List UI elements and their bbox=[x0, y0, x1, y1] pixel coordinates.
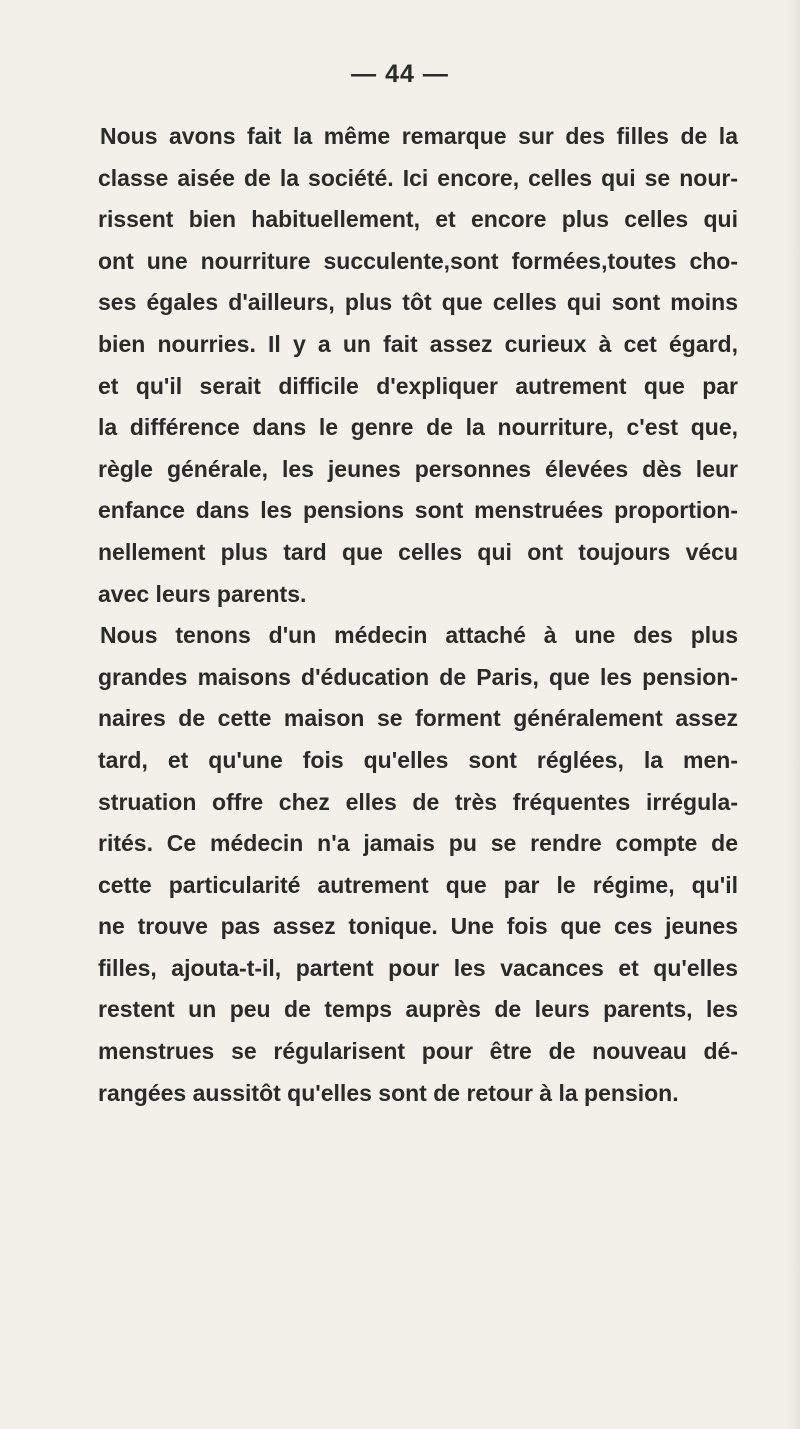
text-line: cette particularité autrement que par le régime, qu'il bbox=[98, 871, 738, 898]
text-line: nellement plus tard que celles qui ont toujours vécu bbox=[98, 538, 738, 565]
text-line: rangées aussitôt qu'elles sont de retour à la pension. bbox=[98, 1079, 679, 1106]
text-line: règle générale, les jeunes personnes élevées dès leur bbox=[98, 455, 738, 482]
text-line: et qu'il serait difficile d'expliquer autrement que par bbox=[98, 372, 738, 399]
text-line: ont une nourriture succulente,sont formées,toutes cho- bbox=[98, 247, 738, 274]
text-line: bien nourries. Il y a un fait assez curieux à cet égard, bbox=[98, 330, 738, 357]
text-line: classe aisée de la société. Ici encore, celles qui se nour- bbox=[98, 164, 738, 191]
text-line: filles, ajouta-t-il, partent pour les vacances et qu'elles bbox=[98, 954, 738, 981]
text-line: avec leurs parents. bbox=[98, 580, 307, 607]
text-line: Nous avons fait la même remarque sur des filles de la bbox=[100, 123, 738, 149]
text-line: grandes maisons d'éducation de Paris, que les pension- bbox=[98, 663, 738, 690]
text-line: ne trouve pas assez tonique. Une fois que ces jeunes bbox=[98, 913, 738, 940]
text-line: rités. Ce médecin n'a jamais pu se rendre compte de bbox=[98, 830, 738, 857]
text-line: struation offre chez elles de très fréquentes irrégula- bbox=[98, 788, 738, 815]
text-line: enfance dans les pensions sont menstruées proportion- bbox=[98, 497, 738, 524]
text-line: naires de cette maison se forment généralement assez bbox=[98, 705, 738, 732]
page-number: — 44 — bbox=[351, 60, 449, 88]
text-line: Nous tenons d'un médecin attaché à une des plus bbox=[100, 622, 738, 649]
text-line: tard, et qu'une fois qu'elles sont réglées, la men- bbox=[98, 746, 738, 773]
text-line: restent un peu de temps auprès de leurs parents, les bbox=[98, 996, 738, 1023]
text-line: rissent bien habituellement, et encore plus celles qui bbox=[98, 206, 738, 233]
text-line: la différence dans le genre de la nourriture, c'est que, bbox=[98, 414, 738, 441]
body-text bbox=[98, 116, 738, 1114]
text-line: ses égales d'ailleurs, plus tôt que celles qui sont moins bbox=[98, 289, 738, 316]
page-edge-shadow bbox=[786, 0, 800, 1429]
text-line: menstrues se régularisent pour être de nouveau dé- bbox=[98, 1038, 738, 1065]
